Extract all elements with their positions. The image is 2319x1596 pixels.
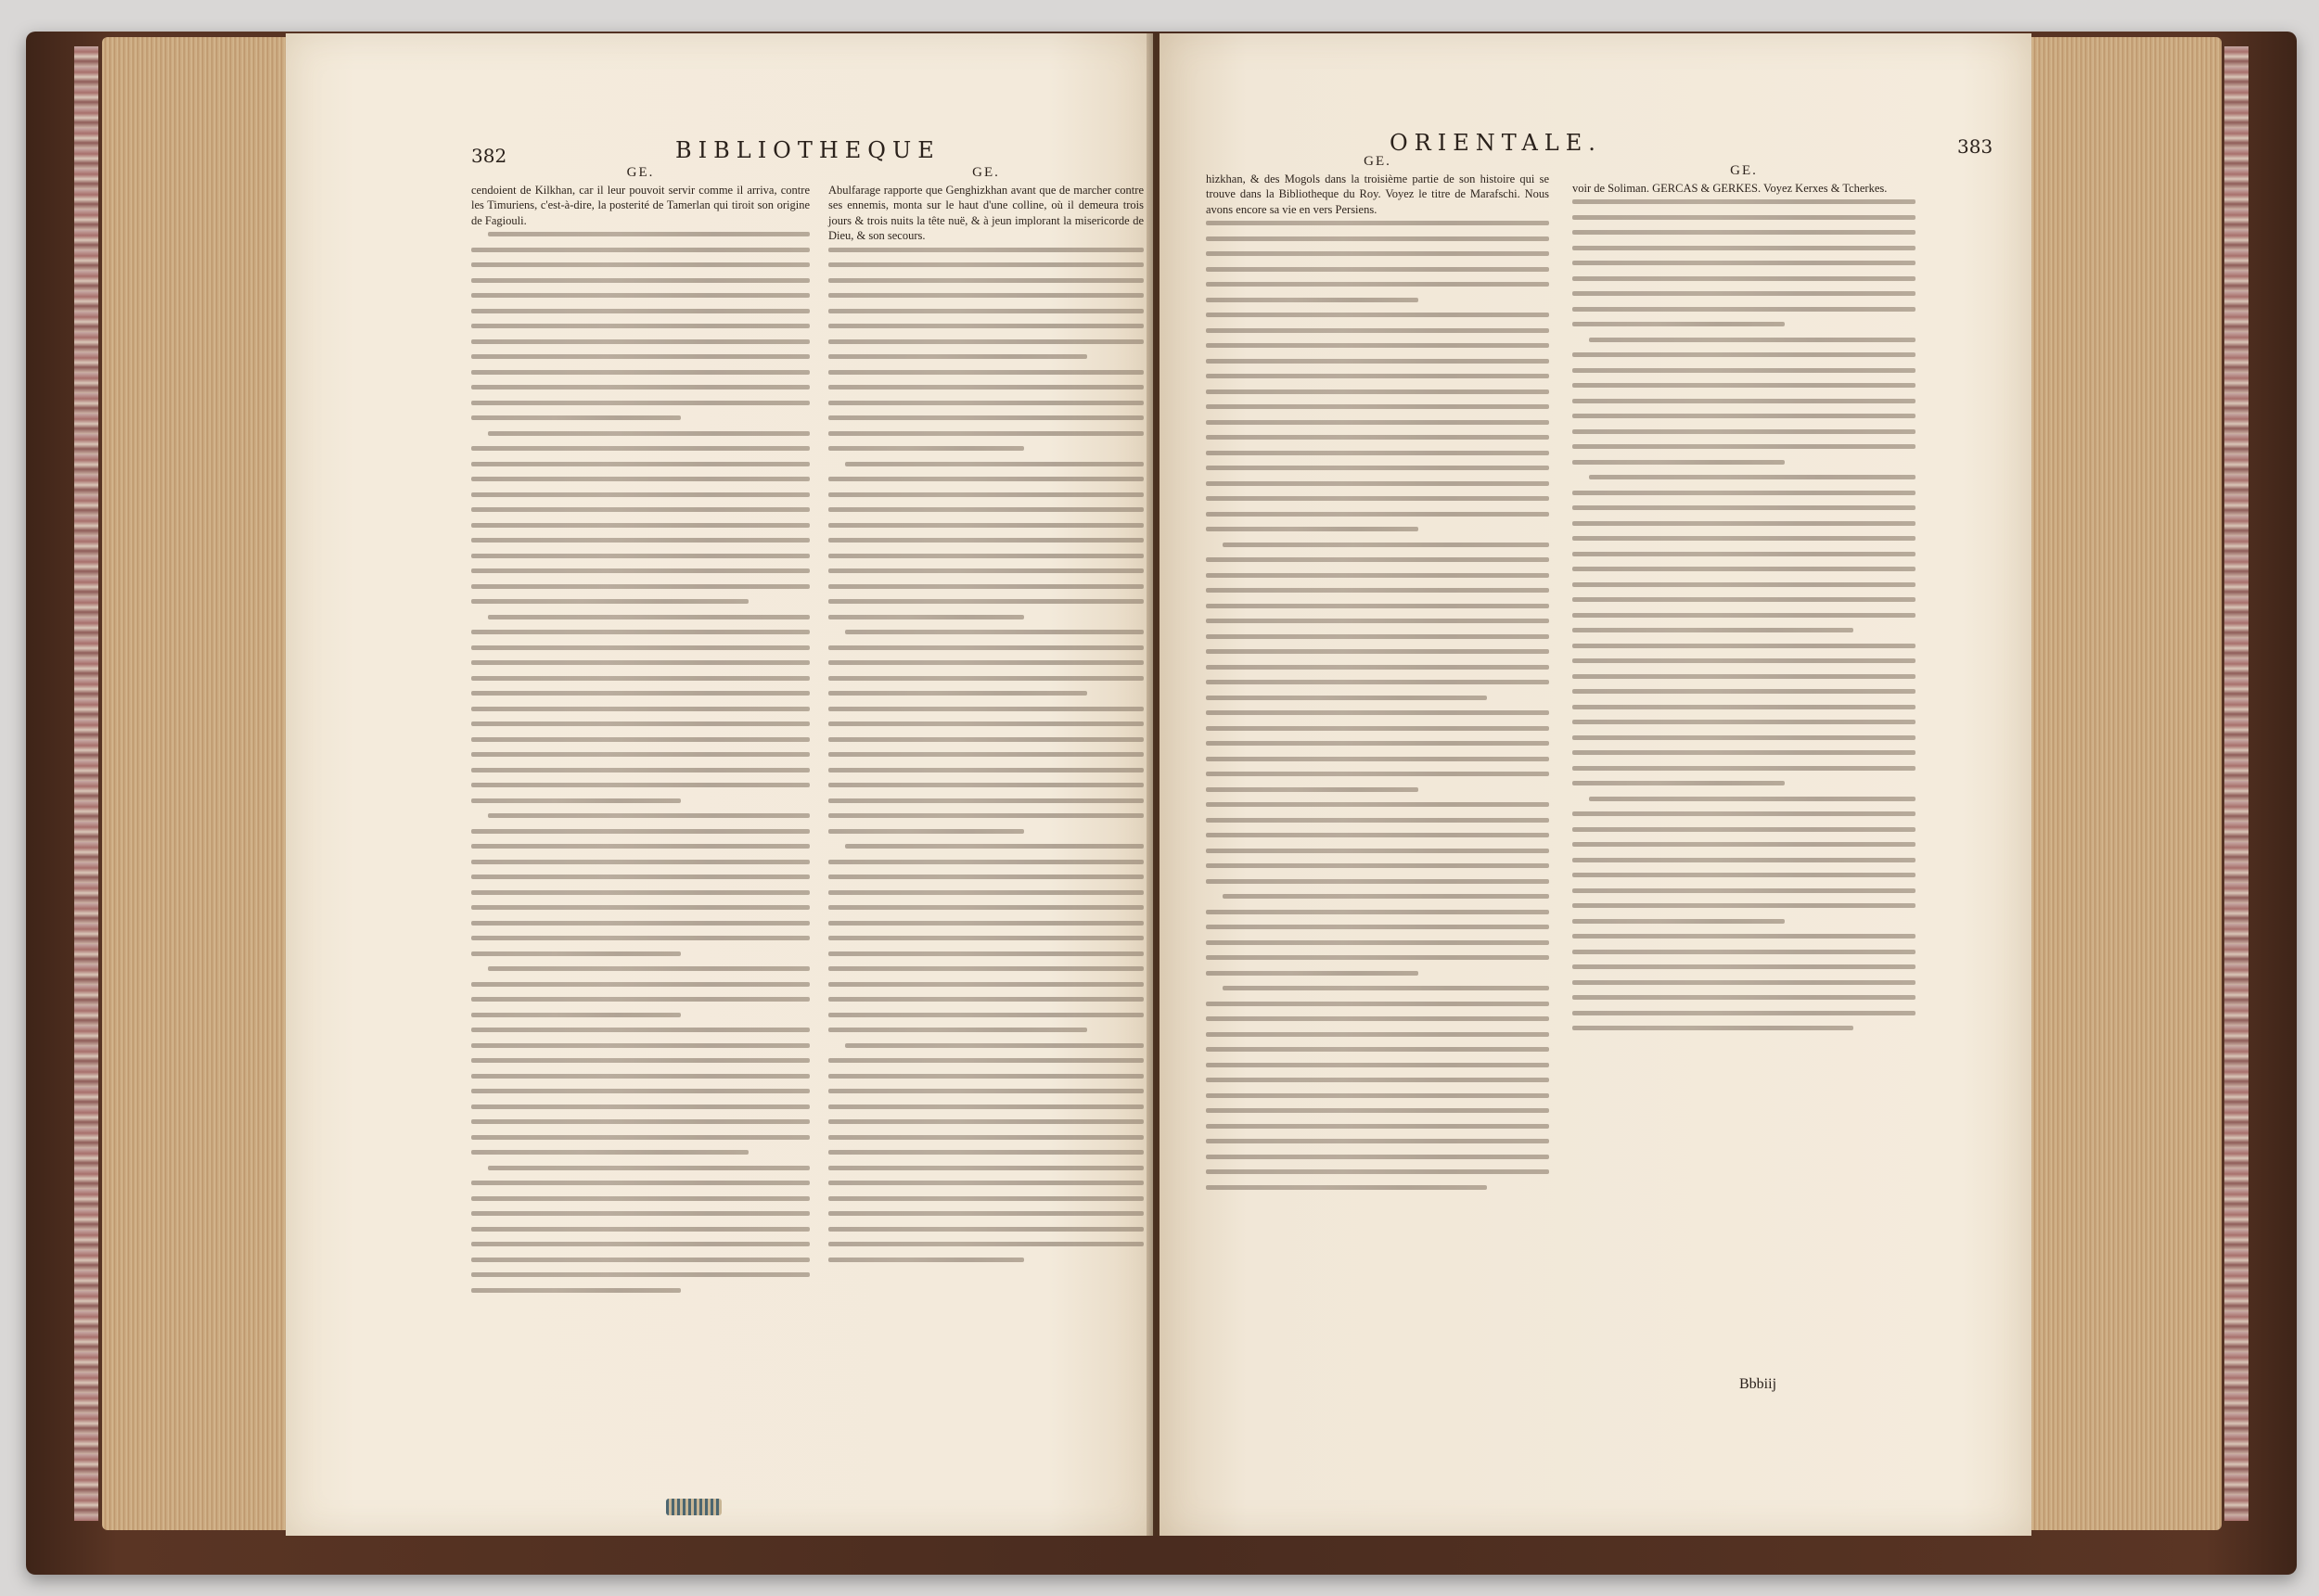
text-line <box>828 401 1144 405</box>
text-line <box>1572 934 1915 938</box>
text-line <box>828 752 1144 757</box>
left-column-2-opening: Abulfarage rapporte que Genghizkhan avant que de marcher contre ses ennemis, monta sur le haut d'une colline, où il demeura trois jours & trois nuits la tête nuë, & à jeun implorant la misericorde de Dieu, & son secours. <box>828 183 1144 242</box>
text-line <box>1206 221 1549 225</box>
text-line <box>1206 251 1549 256</box>
page-edges-left <box>102 37 297 1530</box>
text-line <box>471 385 810 389</box>
text-line <box>1206 496 1549 501</box>
text-line <box>1206 435 1549 440</box>
text-line <box>1572 383 1915 388</box>
text-line <box>828 921 1144 926</box>
text-line <box>471 339 810 344</box>
text-line <box>471 1272 810 1277</box>
text-line <box>1572 658 1915 663</box>
text-line <box>1572 230 1915 235</box>
text-line <box>1572 964 1915 969</box>
text-line <box>1206 313 1549 317</box>
text-line <box>828 875 1144 879</box>
text-line <box>1206 818 1549 823</box>
text-line <box>1572 491 1915 495</box>
text-line <box>471 1150 749 1155</box>
text-line <box>471 936 810 940</box>
text-line <box>1572 644 1915 648</box>
text-line <box>828 1119 1144 1124</box>
marbled-edge-left <box>74 46 98 1521</box>
text-line <box>471 1043 810 1048</box>
text-line <box>828 660 1144 665</box>
text-line <box>1572 291 1915 296</box>
text-line <box>471 446 810 451</box>
text-line <box>828 813 1144 818</box>
text-line <box>1206 741 1549 746</box>
text-line <box>828 768 1144 772</box>
text-line <box>828 1135 1144 1140</box>
text-line <box>471 630 810 634</box>
text-line <box>845 844 1144 849</box>
text-line <box>828 568 1144 573</box>
text-line <box>828 691 1087 696</box>
text-line <box>1572 674 1915 679</box>
text-line <box>828 1013 1144 1017</box>
right-column-2-head: GE. <box>1730 163 1758 178</box>
text-line <box>1206 619 1549 623</box>
text-line <box>471 997 810 1002</box>
right-column-2 <box>1572 163 1915 1041</box>
text-line <box>828 477 1144 481</box>
text-line <box>1206 849 1549 853</box>
text-line <box>1572 505 1915 510</box>
text-line <box>828 248 1144 252</box>
text-line <box>471 1211 810 1216</box>
text-line <box>471 676 810 681</box>
text-line <box>828 1089 1144 1093</box>
text-line <box>1206 481 1549 486</box>
text-line <box>471 1196 810 1201</box>
text-line <box>828 1196 1144 1201</box>
text-line <box>828 1104 1144 1109</box>
text-line <box>1206 971 1418 976</box>
text-line <box>845 1043 1144 1048</box>
text-line <box>828 966 1144 971</box>
text-line <box>1206 802 1549 807</box>
text-line <box>828 293 1144 298</box>
left-column-2 <box>828 165 1144 1272</box>
text-line <box>1572 903 1915 908</box>
marbled-edge-right <box>2224 46 2249 1521</box>
text-line <box>1206 420 1549 425</box>
text-line <box>471 523 810 528</box>
text-line <box>471 829 810 834</box>
text-line <box>471 599 749 604</box>
text-line <box>1572 919 1785 924</box>
text-line <box>828 278 1144 283</box>
text-line <box>828 645 1144 650</box>
text-line <box>471 1288 681 1293</box>
text-line <box>845 462 1144 466</box>
text-line <box>828 783 1144 787</box>
text-line <box>828 599 1144 604</box>
text-line <box>828 507 1144 512</box>
text-line <box>471 568 810 573</box>
text-line <box>471 278 810 283</box>
text-line <box>1572 199 1915 204</box>
text-line <box>1572 399 1915 403</box>
right-column-1-body <box>1206 221 1549 1190</box>
text-line <box>1206 466 1549 470</box>
text-line <box>1206 343 1549 348</box>
left-column-1 <box>471 165 810 1303</box>
text-line <box>1572 888 1915 893</box>
text-line <box>1206 680 1549 684</box>
text-line <box>1572 705 1915 709</box>
text-line <box>471 737 810 742</box>
text-line <box>1572 842 1915 847</box>
text-line <box>828 385 1144 389</box>
text-line <box>828 584 1144 589</box>
text-line <box>471 1104 810 1109</box>
text-line <box>828 431 1144 436</box>
text-line <box>1572 811 1915 816</box>
text-line <box>471 262 810 267</box>
text-line <box>828 1242 1144 1246</box>
text-line <box>1572 750 1915 755</box>
text-line <box>828 1227 1144 1232</box>
text-line <box>828 890 1144 895</box>
text-line <box>828 1211 1144 1216</box>
text-line <box>1572 536 1915 541</box>
text-line <box>1206 557 1549 562</box>
text-line <box>1206 787 1418 792</box>
text-line <box>471 248 810 252</box>
text-line <box>1572 735 1915 740</box>
text-line <box>1572 858 1915 862</box>
text-line <box>471 844 810 849</box>
text-line <box>488 813 810 818</box>
text-line <box>471 1135 810 1140</box>
text-line <box>471 721 810 726</box>
text-line <box>1206 236 1549 241</box>
text-line <box>828 339 1144 344</box>
text-line <box>1206 1016 1549 1021</box>
text-line <box>1572 689 1915 694</box>
text-line <box>471 554 810 558</box>
text-line <box>828 1258 1024 1262</box>
text-line <box>471 660 810 665</box>
text-line <box>1206 328 1549 333</box>
text-line <box>1206 359 1549 364</box>
text-line <box>1206 1002 1549 1006</box>
text-line <box>1206 726 1549 731</box>
text-line <box>1206 1063 1549 1067</box>
text-line <box>1206 833 1549 837</box>
text-line <box>828 860 1144 864</box>
text-line <box>471 1227 810 1232</box>
text-line <box>828 707 1144 711</box>
text-line <box>1206 1093 1549 1098</box>
text-line <box>1206 1047 1549 1052</box>
text-line <box>1572 307 1915 312</box>
text-line <box>1206 451 1549 455</box>
text-line <box>1206 757 1549 761</box>
text-line <box>471 921 810 926</box>
text-line <box>1572 322 1785 326</box>
left-column-1-opening: cendoient de Kilkhan, car il leur pouvoit servir comme il arriva, contre les Timuriens, c'est-à-dire, la posterité de Tamerlan qui tiroit son origine de Fagiouli. <box>471 183 810 227</box>
text-line <box>471 905 810 910</box>
text-line <box>471 875 810 879</box>
text-line <box>828 737 1144 742</box>
text-line <box>471 370 810 375</box>
right-running-head: ORIENTALE. <box>1390 130 1602 156</box>
text-line <box>1206 282 1549 287</box>
text-line <box>1572 873 1915 877</box>
text-line <box>1572 215 1915 220</box>
text-line <box>1206 1155 1549 1159</box>
left-column-1-head: GE. <box>626 165 655 180</box>
text-line <box>1206 1124 1549 1129</box>
left-column-2-head: GE. <box>972 165 1000 180</box>
text-line <box>828 415 1144 420</box>
text-line <box>471 1242 810 1246</box>
text-line <box>1206 710 1549 715</box>
text-line <box>471 768 810 772</box>
text-line <box>471 354 810 359</box>
text-line <box>1206 649 1549 654</box>
text-line <box>471 477 810 481</box>
text-line <box>1572 597 1915 602</box>
text-line <box>1206 527 1418 531</box>
text-line <box>828 997 1144 1002</box>
text-line <box>1572 582 1915 587</box>
text-line <box>471 645 810 650</box>
text-line <box>828 554 1144 558</box>
text-line <box>471 982 810 987</box>
text-line <box>488 232 810 236</box>
text-line <box>1223 543 1549 547</box>
text-line <box>828 370 1144 375</box>
text-line <box>471 1013 681 1017</box>
text-line <box>471 293 810 298</box>
text-line <box>1206 634 1549 639</box>
text-line <box>1206 665 1549 670</box>
text-line <box>471 951 681 956</box>
text-line <box>828 615 1024 619</box>
text-line <box>1206 863 1549 868</box>
signature-mark: Bbbiij <box>1739 1376 1777 1392</box>
text-line <box>828 982 1144 987</box>
text-line <box>1206 404 1549 409</box>
text-line <box>845 630 1144 634</box>
text-line <box>1206 512 1549 517</box>
text-line <box>1206 696 1487 700</box>
text-line <box>828 523 1144 528</box>
text-line <box>488 615 810 619</box>
text-line <box>828 951 1144 956</box>
text-line <box>1589 338 1915 342</box>
text-line <box>471 584 810 589</box>
text-line <box>1206 298 1418 302</box>
text-line <box>1206 1169 1549 1174</box>
text-line <box>471 860 810 864</box>
right-column-1 <box>1206 154 1549 1200</box>
text-line <box>1206 1108 1549 1113</box>
text-line <box>1572 628 1853 632</box>
text-line <box>471 1119 810 1124</box>
text-line <box>1572 827 1915 832</box>
right-folio: 383 <box>1957 135 1993 158</box>
text-line <box>828 309 1144 313</box>
left-page <box>286 33 1153 1536</box>
text-line <box>1572 995 1915 1000</box>
text-line <box>471 783 810 787</box>
text-line <box>828 324 1144 328</box>
text-line <box>828 446 1024 451</box>
text-line <box>1206 910 1549 914</box>
text-line <box>828 936 1144 940</box>
text-line <box>1223 894 1549 899</box>
left-running-head: BIBLIOTHEQUE <box>675 137 941 163</box>
text-line <box>1206 772 1549 776</box>
text-line <box>828 1028 1087 1032</box>
text-line <box>1206 925 1549 929</box>
right-column-2-opening: voir de Soliman. GERCAS & GERKES. Voyez Kerxes & Tcherkes. <box>1572 181 1888 195</box>
right-page <box>1160 33 2031 1536</box>
right-column-2-body <box>1572 199 1915 1030</box>
text-line <box>488 966 810 971</box>
text-line <box>471 507 810 512</box>
text-line <box>1589 475 1915 479</box>
text-line <box>828 538 1144 543</box>
headband <box>666 1499 722 1515</box>
text-line <box>471 1074 810 1079</box>
text-line <box>1572 720 1915 724</box>
text-line <box>1572 552 1915 556</box>
text-line <box>471 462 810 466</box>
text-line <box>1572 781 1785 785</box>
text-line <box>1206 374 1549 378</box>
text-line <box>471 752 810 757</box>
text-line <box>1206 267 1549 272</box>
text-line <box>828 1150 1144 1155</box>
text-line <box>1572 352 1915 357</box>
text-line <box>1572 766 1915 771</box>
text-line <box>1572 429 1915 434</box>
left-column-1-body <box>471 232 810 1293</box>
text-line <box>488 1166 810 1170</box>
left-column-2-body <box>828 248 1144 1262</box>
text-line <box>828 798 1144 803</box>
text-line <box>1572 444 1915 449</box>
text-line <box>1572 368 1915 373</box>
text-line <box>1572 613 1915 618</box>
text-line <box>471 1181 810 1185</box>
text-line <box>1206 588 1549 593</box>
text-line <box>1572 261 1915 265</box>
text-line <box>1206 955 1549 960</box>
text-line <box>1572 980 1915 985</box>
text-line <box>828 1166 1144 1170</box>
text-line <box>1206 604 1549 608</box>
text-line <box>1206 1139 1549 1143</box>
text-line <box>1223 986 1549 990</box>
text-line <box>828 1181 1144 1185</box>
text-line <box>828 905 1144 910</box>
text-line <box>828 262 1144 267</box>
text-line <box>488 431 810 436</box>
text-line <box>828 1058 1144 1063</box>
text-line <box>1572 567 1915 571</box>
text-line <box>1572 1026 1853 1030</box>
text-line <box>471 798 681 803</box>
text-line <box>828 354 1087 359</box>
text-line <box>1572 950 1915 954</box>
text-line <box>1206 573 1549 578</box>
text-line <box>1572 414 1915 418</box>
text-line <box>828 676 1144 681</box>
text-line <box>1206 1078 1549 1082</box>
text-line <box>828 721 1144 726</box>
text-line <box>471 492 810 497</box>
text-line <box>1572 1011 1915 1015</box>
text-line <box>471 538 810 543</box>
text-line <box>471 1058 810 1063</box>
text-line <box>1572 246 1915 250</box>
text-line <box>828 829 1024 834</box>
text-line <box>1572 276 1915 281</box>
text-line <box>471 1258 810 1262</box>
text-line <box>471 890 810 895</box>
text-line <box>1589 797 1915 801</box>
text-line <box>1206 389 1549 394</box>
page-edges-right <box>2022 37 2222 1530</box>
text-line <box>1206 1185 1487 1190</box>
left-folio: 382 <box>471 145 507 167</box>
text-line <box>1572 521 1915 526</box>
text-line <box>471 707 810 711</box>
text-line <box>471 401 810 405</box>
text-line <box>471 324 810 328</box>
text-line <box>471 415 681 420</box>
right-column-1-opening: hizkhan, & des Mogols dans la troisième partie de son histoire qui se trouve dans la Bibliotheque du Roy. Voyez le titre de Marafschi. Nous avons encore sa vie en vers Persiens. <box>1206 172 1549 216</box>
right-column-1-head: GE. <box>1364 154 1391 169</box>
text-line <box>471 1089 810 1093</box>
text-line <box>1206 879 1549 884</box>
text-line <box>1206 1032 1549 1037</box>
text-line <box>471 309 810 313</box>
text-line <box>471 691 810 696</box>
text-line <box>828 492 1144 497</box>
text-line <box>1206 940 1549 945</box>
text-line <box>1572 460 1785 465</box>
text-line <box>471 1028 810 1032</box>
text-line <box>828 1074 1144 1079</box>
